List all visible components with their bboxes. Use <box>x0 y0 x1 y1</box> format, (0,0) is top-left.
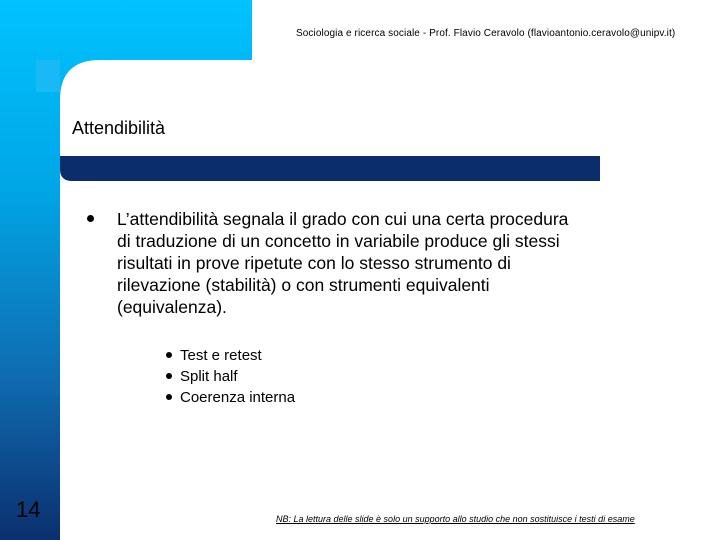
bullet-icon <box>166 394 172 400</box>
footer-note: NB: La lettura delle slide è solo un supporto allo studio che non sostituisce i testi di esame <box>276 514 635 524</box>
top-left-square <box>36 60 60 92</box>
title-underline-bar <box>60 156 600 181</box>
slide-title: Attendibilità <box>72 118 166 138</box>
main-bullet-line: rilevazione (stabilità) o con strumenti equivalenti <box>117 275 490 295</box>
sub-bullet-item: Test e retest <box>180 347 262 364</box>
bullet-icon <box>87 215 94 222</box>
sub-bullet-item: Split half <box>180 368 238 385</box>
header-text: Sociologia e ricerca sociale - Prof. Flavio Ceravolo (flavioantonio.ceravolo@unipv.it) <box>296 28 676 39</box>
sub-bullet-item: Coerenza interna <box>180 389 296 406</box>
bullet-icon <box>166 373 172 379</box>
main-bullet-line: risultati in prove ripetute con lo stesso strumento di <box>117 253 511 273</box>
main-bullet-line: di traduzione di un concetto in variabile produce gli stessi <box>117 231 560 251</box>
main-bullet-text <box>117 208 657 318</box>
main-bullet-line: (equivalenza). <box>117 297 227 317</box>
bullet-icon <box>166 352 172 358</box>
main-bullet-line: L’attendibilità segnala il grado con cui una certa procedura <box>117 209 569 229</box>
slide-number: 14 <box>16 497 41 522</box>
